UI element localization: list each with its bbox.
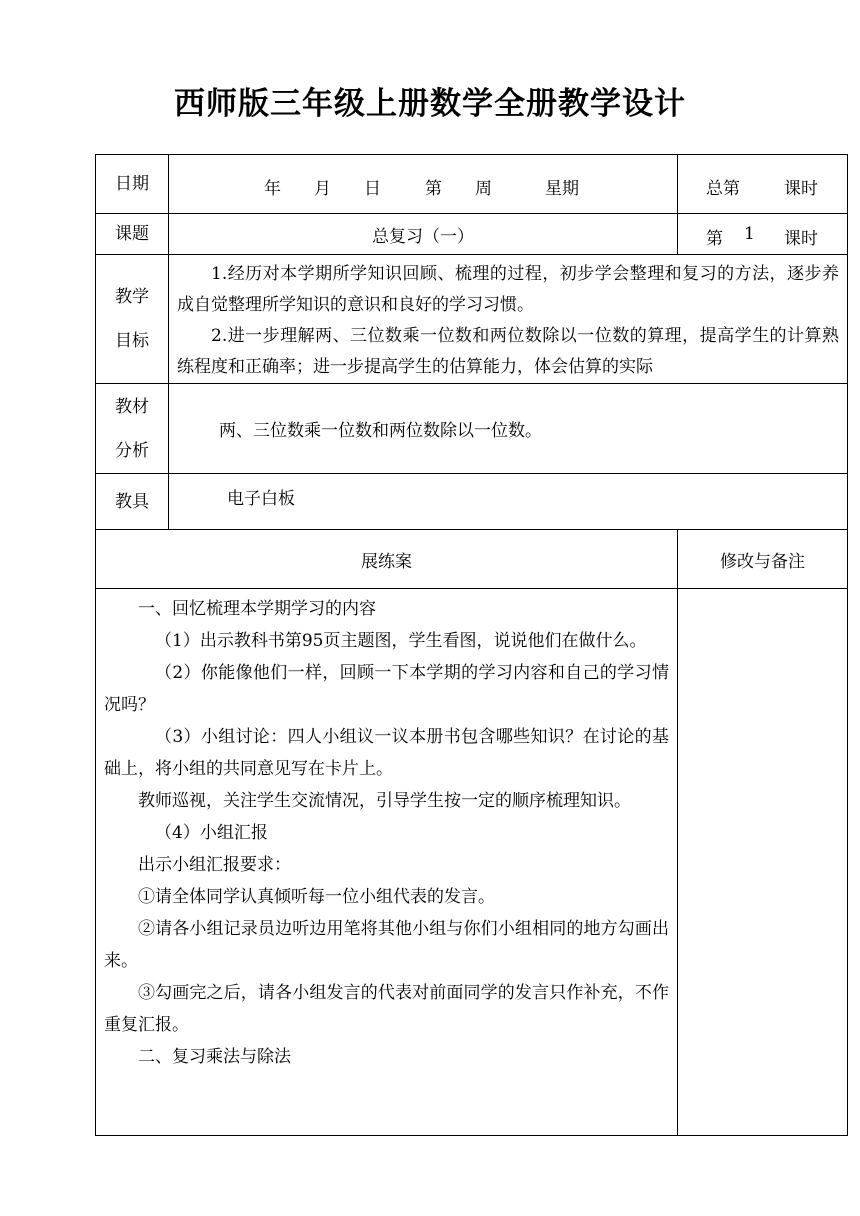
- topic-value: 总复习（一）: [169, 214, 678, 255]
- body-p2: （1）出示教科书第95页主题图，学生看图，说说他们在做什么。: [155, 631, 647, 651]
- body-row: [96, 589, 848, 1136]
- lesson-plan-table: [95, 154, 848, 1136]
- lesson-prefix: 第: [706, 229, 723, 249]
- body-p11: 二、复习乘法与除法: [138, 1047, 291, 1067]
- date-di: 第: [425, 179, 442, 199]
- lesson-number-cell: [678, 214, 848, 255]
- date-week: 周: [475, 179, 492, 199]
- section-header-notes: 修改与备注: [678, 530, 848, 589]
- body-p1: 一、回忆梳理本学期学习的内容: [138, 599, 376, 619]
- goals-label-line1: 教学: [115, 287, 149, 307]
- goals-row: [96, 255, 848, 384]
- analysis-content: 两、三位数乘一位数和两位数除以一位数。: [169, 384, 848, 474]
- analysis-label-line1: 教材: [115, 396, 149, 417]
- date-day: 日: [364, 179, 381, 199]
- lesson-body: [96, 589, 678, 1136]
- topic-label: 课题: [96, 214, 169, 255]
- body-p4: （3）小组讨论：四人小组议一议本册书包含哪些知识？在讨论的基础上，将小组的共同意见写在卡片上。: [104, 727, 669, 779]
- goal-1: 1.经历对本学期所学知识回顾、梳理的过程，初步学会整理和复习的方法，逐步养成自觉整理所学知识的意识和良好的学习习惯。: [177, 264, 839, 315]
- tools-content: 电子白板: [169, 474, 848, 530]
- analysis-row: [96, 384, 848, 474]
- analysis-label-line2: 分析: [115, 440, 149, 461]
- body-p7: 出示小组汇报要求：: [138, 855, 291, 875]
- date-label: 日期: [96, 155, 169, 214]
- lesson-number: 1: [744, 224, 755, 244]
- total-suffix: 课时: [784, 179, 818, 199]
- total-lesson-cell: [678, 155, 848, 214]
- date-month: 月: [314, 179, 331, 199]
- goals-content: [169, 255, 848, 384]
- body-p8: ①请全体同学认真倾听每一位小组代表的发言。: [138, 887, 495, 907]
- goals-label: [96, 255, 169, 384]
- date-year: 年: [264, 179, 281, 199]
- body-p6: （4）小组汇报: [155, 823, 268, 843]
- date-row: [96, 155, 848, 214]
- body-p3: （2）你能像他们一样，回顾一下本学期的学习内容和自己的学习情况吗？: [104, 663, 669, 715]
- notes-cell: [678, 589, 848, 1136]
- goals-label-line2: 目标: [115, 331, 149, 351]
- lesson-suffix: 课时: [784, 229, 818, 249]
- body-p10: ③勾画完之后，请各小组发言的代表对前面同学的发言只作补充，不作重复汇报。: [104, 983, 669, 1035]
- tools-label: 教具: [96, 474, 169, 530]
- date-weekday: 星期: [545, 179, 579, 199]
- analysis-label: [96, 384, 169, 474]
- topic-row: [96, 214, 848, 255]
- section-header-row: [96, 530, 848, 589]
- body-p5: 教师巡视，关注学生交流情况，引导学生按一定的顺序梳理知识。: [138, 791, 631, 811]
- goal-2: 2.进一步理解两、三位数乘一位数和两位数除以一位数的算理，提高学生的计算熟练程度和正确率；进一步提高学生的估算能力，体会估算的实际: [177, 326, 839, 377]
- total-prefix: 总第: [706, 179, 740, 199]
- body-p9: ②请各小组记录员边听边用笔将其他小组与你们小组相同的地方勾画出来。: [104, 919, 669, 971]
- document-title: 西师版三年级上册数学全册教学设计: [174, 86, 686, 122]
- date-cell: [169, 155, 678, 214]
- tools-row: [96, 474, 848, 530]
- section-header-main: 展练案: [96, 530, 678, 589]
